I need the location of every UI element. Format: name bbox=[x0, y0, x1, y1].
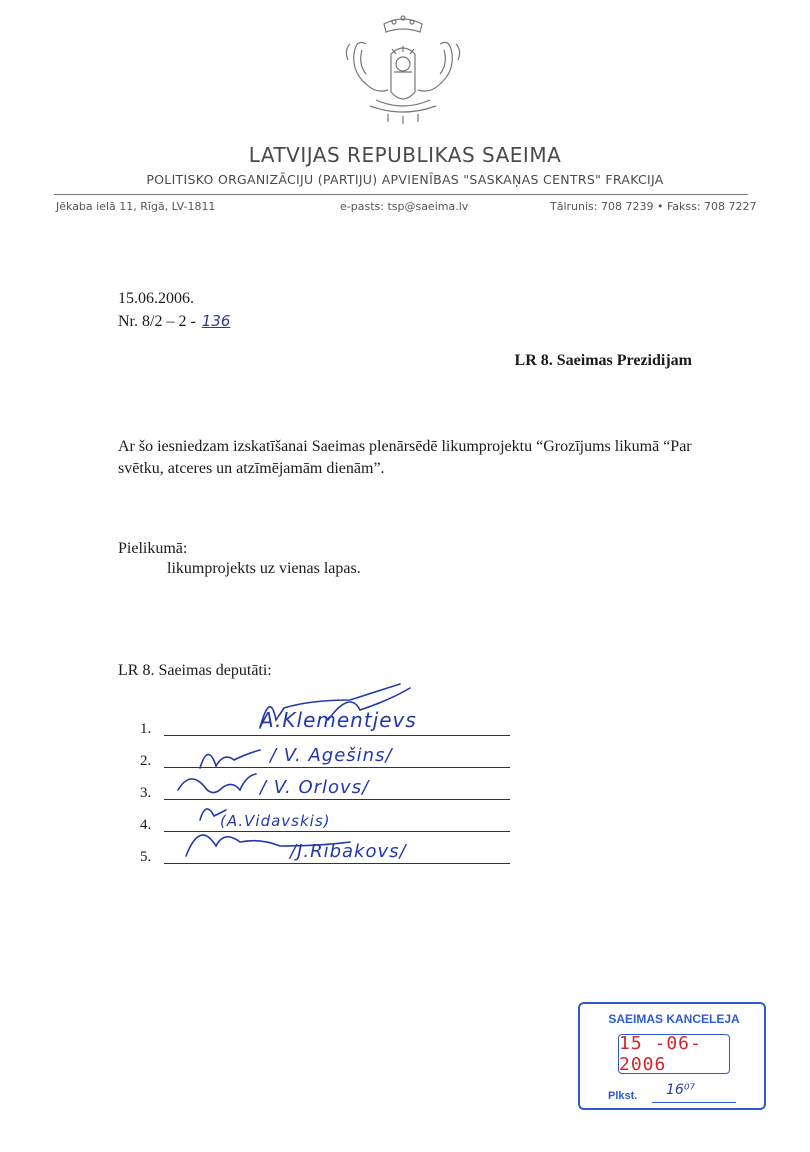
signature-scribbles bbox=[160, 670, 520, 870]
stamp-time-label: Plkst. bbox=[608, 1090, 638, 1102]
handwritten-signature: A.Klementjevs bbox=[260, 708, 417, 732]
deputies-label: LR 8. Saeimas deputāti: bbox=[118, 662, 272, 679]
handwritten-signature: / V. Agešins/ bbox=[270, 745, 393, 766]
signature-number: 2. bbox=[140, 753, 152, 769]
registration-stamp bbox=[578, 1002, 766, 1110]
contact-address: Jēkaba ielā 11, Rīgā, LV-1811 bbox=[56, 200, 216, 213]
coat-of-arms-logo bbox=[336, 14, 470, 126]
handwritten-signature: /J.Ribakovs/ bbox=[290, 841, 407, 862]
org-subtitle: POLITISKO ORGANIZĀCIJU (PARTIJU) APVIENĪBAS "SASKAŅAS CENTRS" FRAKCIJA bbox=[146, 172, 664, 187]
attachment-item: likumprojekts uz vienas lapas. bbox=[167, 560, 361, 577]
handwritten-signature: (A.Vidavskis) bbox=[220, 812, 331, 830]
letter-date: 15.06.2006. bbox=[118, 290, 194, 307]
signature-number: 4. bbox=[140, 817, 152, 833]
contact-email: e-pasts: tsp@saeima.lv bbox=[340, 200, 469, 213]
signature-number: 1. bbox=[140, 721, 152, 737]
letter-number bbox=[118, 310, 230, 333]
letter-number-prefix: Nr. 8/2 – 2 - bbox=[118, 313, 196, 330]
header-divider bbox=[54, 194, 748, 195]
stamp-title: SAEIMAS KANCELEJA bbox=[608, 1012, 740, 1026]
org-title: LATVIJAS REPUBLIKAS SAEIMA bbox=[248, 143, 562, 167]
signature-number: 5. bbox=[140, 849, 152, 865]
attachment-label: Pielikumā: bbox=[118, 540, 188, 557]
handwritten-signature: / V. Orlovs/ bbox=[260, 777, 370, 798]
addressee: LR 8. Saeimas Prezidijam bbox=[514, 352, 692, 369]
contact-phone: Tālrunis: 708 7239 • Fakss: 708 7227 bbox=[550, 200, 757, 213]
stamp-time-line bbox=[652, 1102, 736, 1103]
letter-number-handwritten: 136 bbox=[201, 312, 231, 330]
stamp-time-handwritten: 16⁰⁷ bbox=[666, 1082, 696, 1098]
stamp-date: 15 -06- 2006 bbox=[618, 1034, 730, 1074]
letter-body: Ar šo iesniedzam izskatīšanai Saeimas plenārsēdē likumprojektu “Grozījums likumā “Par svētku, atceres un atzīmējamām dienām”. bbox=[118, 438, 692, 477]
signature-number: 3. bbox=[140, 785, 152, 801]
